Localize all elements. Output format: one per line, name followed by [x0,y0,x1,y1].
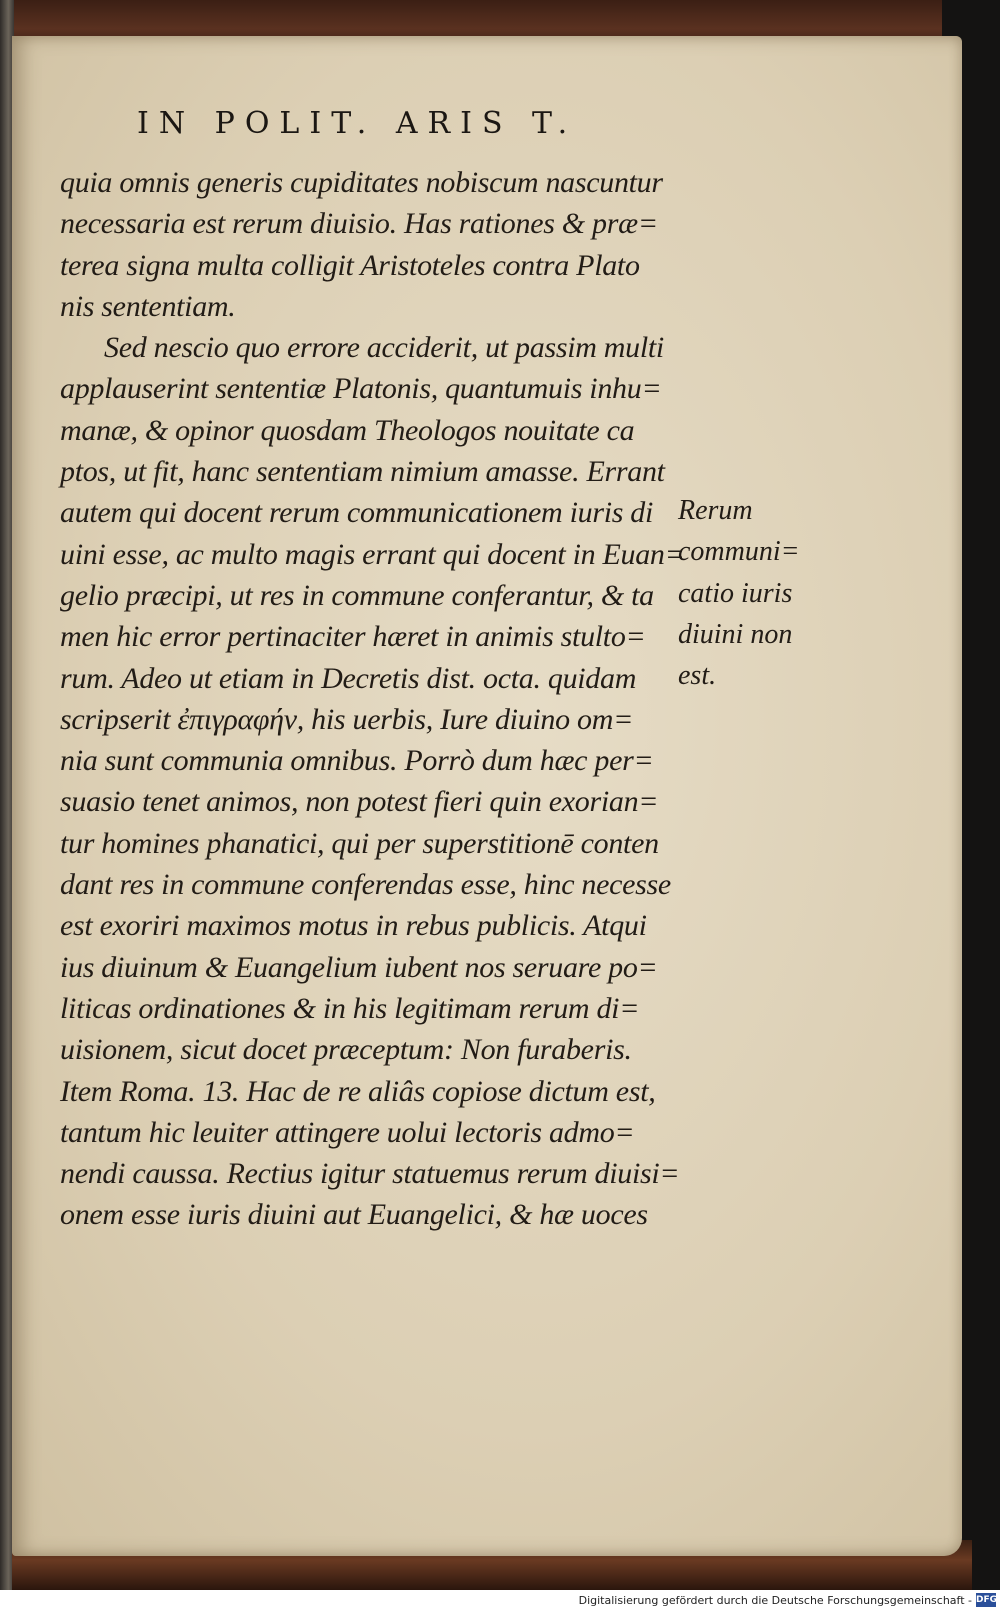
text-line: quia omnis generis cupiditates nobiscum nascuntur [60,166,663,199]
running-head: IN POLIT. ARIS T. [137,106,578,141]
text-line: rum. Adeo ut etiam in Decretis dist. octa. quidam [60,661,637,695]
text-line: men hic error pertinaciter hæret in animis stulto= [60,620,646,654]
text-line: gelio præcipi, ut res in commune conferantur, & ta [60,578,654,612]
text-line: liticas ordinationes & in his legitimam rerum di= [60,991,640,1025]
text-line: applauserint sententiæ Platonis, quantumuis inhu= [60,372,662,406]
text-line: tantum hic leuiter attingere uolui lectoris admo= [60,1115,635,1149]
text-line: ptos, ut fit, hanc sententiam nimium amasse. Errant [60,455,665,489]
text-line: nendi caussa. Rectius igitur statuemus rerum diuisi= [60,1157,680,1191]
dfg-logo: DFG [976,1595,998,1605]
digitization-credit: Digitalisierung gefördert durch die Deutsche Forschungsgemeinschaft - [578,1594,972,1607]
text-line: necessaria est rerum diuisio. Has rationes & præ= [60,207,658,241]
marginal-note [678,490,808,696]
text-line: manæ, & opinor quosdam Theologos nouitate ca [60,413,635,447]
text-line: ius diuinum & Euangelium iubent nos seruare po= [60,950,658,984]
text-line: Item Roma. 13. Hac de re aliâs copiose dictum est, [60,1074,656,1108]
marginal-note-line: Rerum [678,495,753,526]
marginal-note-line: communi= [678,536,800,568]
text-line: autem qui docent rerum communicationem iuris di [60,496,654,530]
text-line: nis sententiam. [60,289,236,323]
text-line: onem esse iuris diuini aut Euangelici, & hæ uoces [60,1198,648,1232]
text-line: tur homines phanatici, qui per superstitionē conten [60,826,659,860]
marginal-note-line: est. [678,660,717,692]
marginal-note-line: catio iuris [678,577,793,609]
text-line: dant res in commune conferendas esse, hinc necesse [60,868,671,902]
text-line: suasio tenet animos, non potest fieri quin exorian= [60,785,659,819]
text-line: terea signa multa colligit Aristoteles contra Plato [60,248,640,282]
text-line: uini esse, ac multo magis errant qui docent in Euan= [60,537,685,571]
text-line: nia sunt communia omnibus. Porrò dum hæc per= [60,744,654,778]
body-text-block [60,162,685,1236]
text-line: est exoriri maximos motus in rebus publicis. Atqui [60,909,647,943]
marginal-note-line: diuini non [678,618,793,650]
text-line: uisionem, sicut docet præceptum: Non furaberis. [60,1033,632,1067]
text-line: scripserit ἐπιγραφήν, his uerbis, Iure diuino om= [60,702,634,736]
text-line: Sed nescio quo errore acciderit, ut passim multi [104,331,664,365]
